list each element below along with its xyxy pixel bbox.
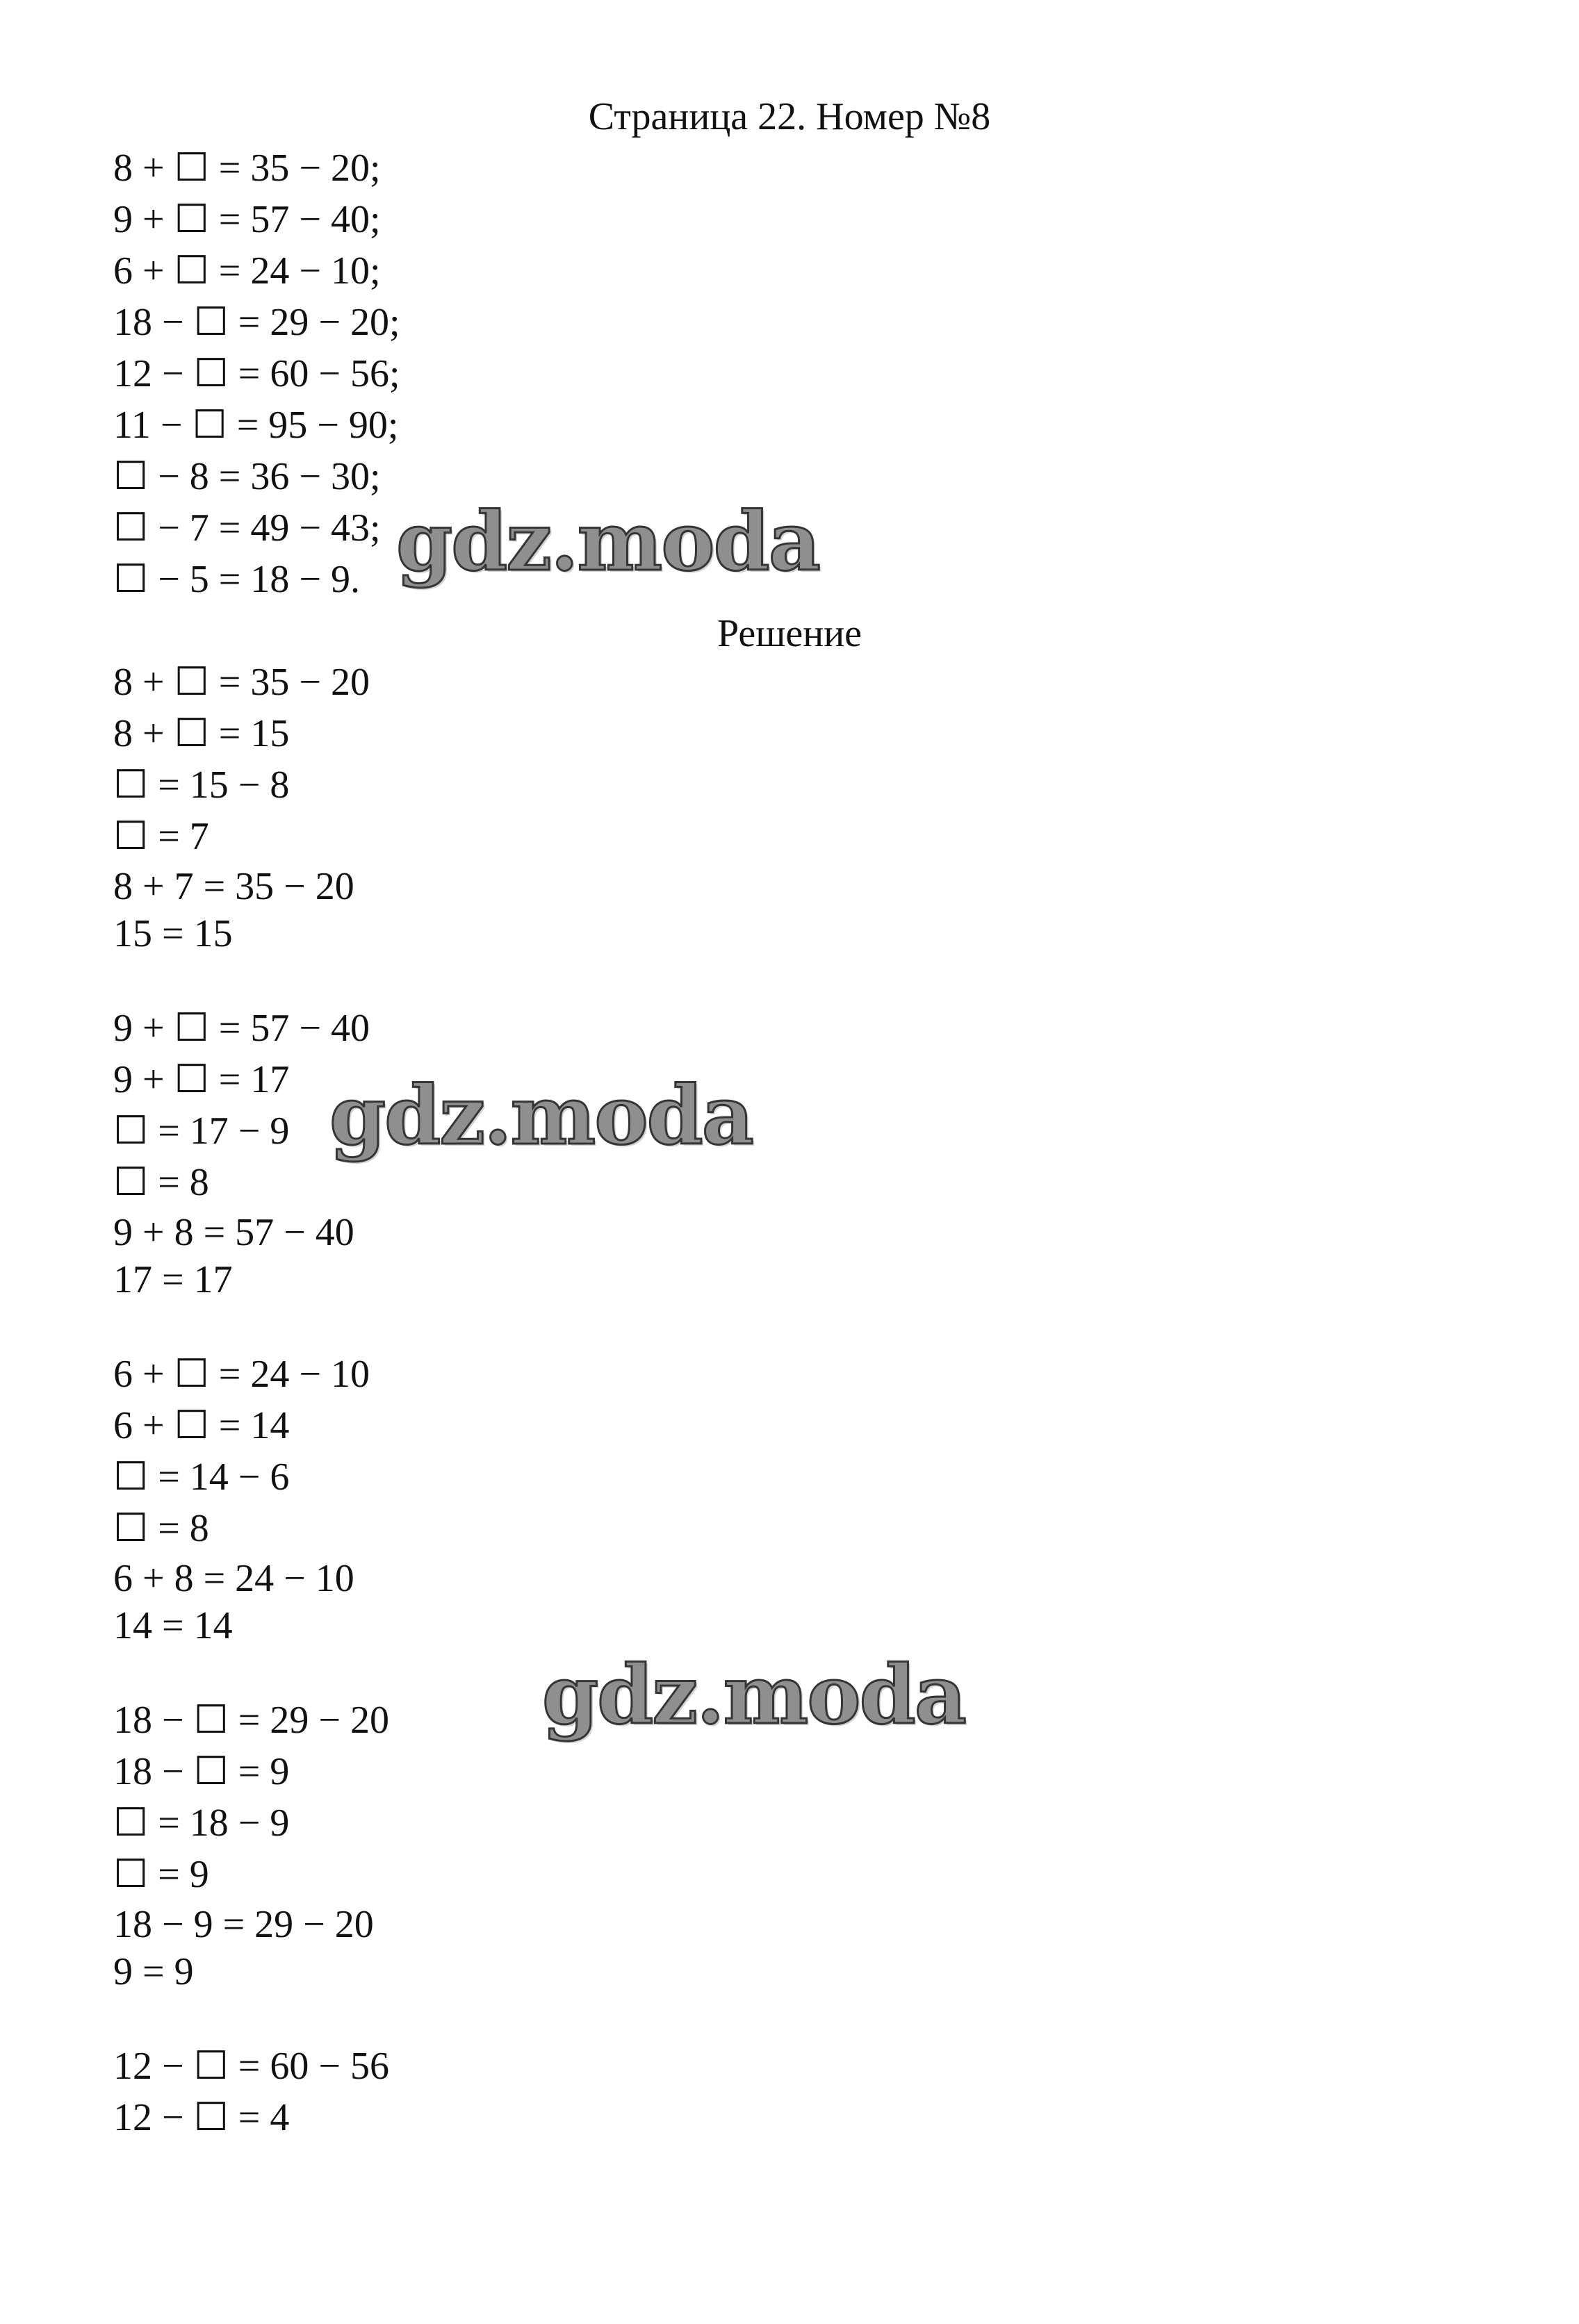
task-line: ☐ − 7 = 49 − 43; (113, 506, 381, 550)
solution-line: 12 − ☐ = 4 (113, 2096, 290, 2139)
solution-line: 6 + 8 = 24 − 10 (113, 1557, 354, 1600)
solution-line: 9 = 9 (113, 1950, 194, 1993)
solution-line: 18 − ☐ = 9 (113, 1750, 290, 1793)
solution-line: ☐ = 8 (113, 1161, 209, 1204)
task-line: 11 − ☐ = 95 − 90; (113, 404, 399, 447)
task-line: 18 − ☐ = 29 − 20; (113, 301, 400, 344)
solution-line: 9 + ☐ = 17 (113, 1058, 290, 1101)
watermark-logo: gdz.moda (329, 1069, 753, 1163)
task-line: ☐ − 5 = 18 − 9. (113, 558, 360, 601)
solution-line: 6 + ☐ = 24 − 10 (113, 1353, 370, 1396)
solution-line: 15 = 15 (113, 912, 233, 955)
solution-line: 17 = 17 (113, 1258, 233, 1301)
solution-line: ☐ = 15 − 8 (113, 764, 290, 807)
watermark-logo: gdz.moda (396, 495, 819, 589)
page-title: Страница 22. Номер №8 (588, 95, 991, 138)
solution-line: 8 + ☐ = 35 − 20 (113, 661, 370, 704)
solution-line: 18 − ☐ = 29 − 20 (113, 1699, 389, 1742)
solution-line: 8 + ☐ = 15 (113, 712, 290, 755)
watermark-logo: gdz.moda (542, 1648, 965, 1742)
solution-line: 12 − ☐ = 60 − 56 (113, 2045, 389, 2088)
solution-line: ☐ = 14 − 6 (113, 1456, 290, 1499)
task-line: 12 − ☐ = 60 − 56; (113, 352, 400, 395)
task-line: 9 + ☐ = 57 − 40; (113, 198, 381, 241)
task-line: 6 + ☐ = 24 − 10; (113, 249, 381, 292)
solution-line: 9 + 8 = 57 − 40 (113, 1211, 354, 1254)
task-line: 8 + ☐ = 35 − 20; (113, 147, 381, 190)
solution-line: ☐ = 18 − 9 (113, 1802, 290, 1845)
solution-line: ☐ = 17 − 9 (113, 1110, 290, 1153)
solution-line: 6 + ☐ = 14 (113, 1404, 290, 1447)
solution-line: ☐ = 8 (113, 1507, 209, 1550)
solution-line: ☐ = 7 (113, 815, 209, 858)
solution-line: 18 − 9 = 29 − 20 (113, 1903, 374, 1946)
task-line: ☐ − 8 = 36 − 30; (113, 455, 381, 498)
solution-line: 9 + ☐ = 57 − 40 (113, 1007, 370, 1050)
solution-line: 14 = 14 (113, 1604, 233, 1647)
solution-line: ☐ = 9 (113, 1853, 209, 1896)
solution-heading: Решение (717, 612, 862, 655)
solution-line: 8 + 7 = 35 − 20 (113, 865, 354, 908)
